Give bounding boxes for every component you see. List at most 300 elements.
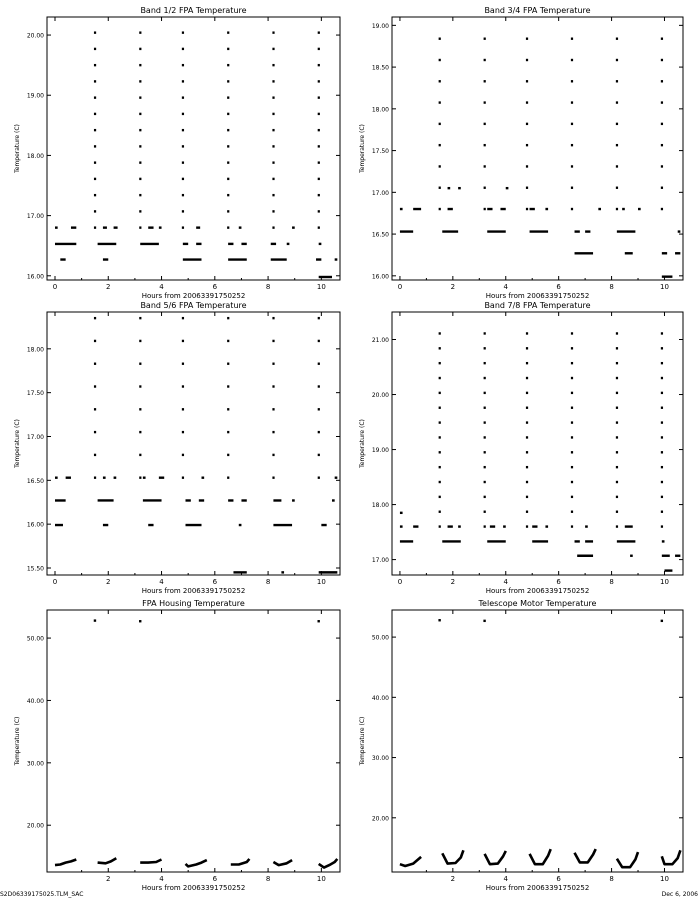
x-tick-label: 2 — [106, 283, 111, 291]
data-point — [182, 31, 184, 33]
data-point — [318, 113, 320, 115]
data-point — [318, 145, 320, 147]
data-point — [272, 96, 274, 98]
data-point — [182, 80, 184, 82]
data-point — [484, 59, 486, 61]
data-point — [484, 525, 486, 527]
data-point — [139, 340, 141, 342]
chart-title: Band 3/4 FPA Temperature — [484, 6, 591, 15]
data-point — [272, 226, 274, 228]
data-point — [571, 421, 573, 423]
data-point — [484, 347, 486, 349]
data-point — [318, 64, 320, 66]
data-point — [439, 392, 441, 394]
data-point — [571, 59, 573, 61]
y-tick-label: 50.00 — [26, 635, 44, 643]
data-point — [272, 145, 274, 147]
data-point — [139, 408, 141, 410]
chart-title: Band 5/6 FPA Temperature — [140, 301, 247, 310]
data-point — [571, 80, 573, 82]
x-axis-label: Hours from 20063391750252 — [485, 587, 590, 595]
data-point — [438, 619, 440, 621]
x-tick-label: 0 — [397, 283, 403, 291]
data-point — [616, 208, 618, 210]
y-axis-label: Temperature (C) — [359, 419, 366, 468]
data-point — [182, 113, 184, 115]
data-point — [318, 129, 320, 131]
data-point — [484, 466, 486, 468]
data-point — [139, 80, 141, 82]
data-point — [94, 129, 96, 131]
data-point — [484, 451, 486, 453]
data-point — [139, 454, 141, 456]
data-point — [616, 332, 618, 334]
data-point — [182, 385, 184, 387]
data-point — [661, 436, 663, 438]
data-point — [139, 317, 141, 319]
y-tick-label: 17.00 — [371, 557, 389, 565]
data-series-line — [231, 859, 250, 865]
data-point — [526, 377, 528, 379]
data-point — [227, 454, 229, 456]
data-point — [661, 101, 663, 103]
data-point — [571, 481, 573, 483]
y-tick-label: 18.50 — [371, 64, 389, 72]
data-point — [139, 476, 141, 478]
data-point — [227, 145, 229, 147]
x-tick-label: 8 — [609, 875, 614, 883]
x-tick-label: 8 — [609, 578, 614, 586]
data-point — [272, 408, 274, 410]
chart-panel-5 — [14, 599, 340, 892]
data-series-line — [530, 849, 551, 864]
data-point — [571, 436, 573, 438]
data-point — [318, 96, 320, 98]
chart-panel-2 — [359, 6, 683, 300]
y-tick-label: 17.00 — [26, 213, 44, 221]
data-point — [526, 451, 528, 453]
data-point — [571, 451, 573, 453]
data-point — [182, 431, 184, 433]
x-tick-label: 0 — [52, 283, 58, 291]
data-point — [661, 407, 663, 409]
x-tick-label: 2 — [450, 283, 456, 291]
data-point — [571, 466, 573, 468]
data-point — [94, 408, 96, 410]
plot-frame — [392, 17, 683, 280]
data-point — [94, 619, 96, 621]
y-tick-label: 17.50 — [371, 148, 389, 156]
data-point — [661, 481, 663, 483]
data-point — [227, 96, 229, 98]
data-point — [318, 178, 320, 180]
y-tick-label: 40.00 — [371, 694, 389, 702]
data-point — [484, 101, 486, 103]
data-point — [139, 48, 141, 50]
data-series-line — [662, 850, 681, 864]
x-axis-label: Hours from 20063391750252 — [141, 587, 246, 595]
data-point — [94, 31, 96, 33]
data-point — [526, 511, 528, 513]
data-point — [139, 210, 141, 212]
data-point — [439, 101, 441, 103]
data-point — [272, 454, 274, 456]
data-point — [484, 208, 486, 210]
chart-panel-4 — [359, 301, 683, 595]
data-point — [661, 421, 663, 423]
data-point — [661, 525, 663, 527]
data-point — [484, 421, 486, 423]
data-point — [616, 377, 618, 379]
data-point — [94, 340, 96, 342]
data-point — [94, 476, 96, 478]
x-tick-label: 2 — [450, 578, 456, 586]
data-point — [139, 161, 141, 163]
data-point — [227, 129, 229, 131]
data-point — [94, 96, 96, 98]
data-point — [484, 496, 486, 498]
data-point — [616, 436, 618, 438]
data-point — [272, 113, 274, 115]
data-point — [439, 451, 441, 453]
data-point — [94, 226, 96, 228]
plot-frame — [392, 610, 683, 872]
data-point — [94, 210, 96, 212]
data-point — [484, 144, 486, 146]
data-point — [94, 48, 96, 50]
data-point — [526, 38, 528, 40]
data-point — [227, 113, 229, 115]
x-axis-label: Hours from 20063391750252 — [485, 292, 590, 300]
data-point — [439, 208, 441, 210]
data-point — [94, 363, 96, 365]
y-tick-label: 30.00 — [26, 760, 44, 768]
data-series-line — [140, 860, 161, 863]
data-point — [318, 454, 320, 456]
data-point — [616, 392, 618, 394]
data-point — [439, 407, 441, 409]
data-point — [182, 96, 184, 98]
data-point — [616, 165, 618, 167]
data-point — [526, 123, 528, 125]
data-series-line — [319, 859, 338, 868]
x-tick-label: 2 — [106, 578, 111, 586]
data-point — [484, 332, 486, 334]
data-point — [526, 466, 528, 468]
data-point — [616, 451, 618, 453]
x-tick-label: 10 — [660, 875, 669, 883]
y-axis-label: Temperature (C) — [359, 716, 366, 766]
data-point — [616, 123, 618, 125]
data-point — [484, 436, 486, 438]
data-point — [94, 194, 96, 196]
data-point — [484, 165, 486, 167]
data-series-line — [98, 858, 117, 863]
data-point — [139, 194, 141, 196]
data-series-line — [575, 849, 596, 862]
plot-frame — [47, 17, 340, 280]
data-point — [661, 392, 663, 394]
data-point — [227, 340, 229, 342]
data-point — [139, 431, 141, 433]
data-point — [94, 317, 96, 319]
y-tick-label: 16.00 — [26, 521, 44, 529]
x-tick-label: 10 — [660, 578, 669, 586]
data-point — [661, 620, 663, 622]
data-point — [616, 144, 618, 146]
y-axis-label: Temperature (C) — [14, 419, 21, 468]
data-point — [616, 80, 618, 82]
data-point — [272, 363, 274, 365]
y-tick-label: 21.00 — [371, 337, 389, 345]
chart-title: Band 7/8 FPA Temperature — [484, 301, 591, 310]
y-tick-label: 16.50 — [26, 477, 44, 485]
data-series-line — [273, 860, 292, 865]
data-point — [484, 407, 486, 409]
data-point — [318, 48, 320, 50]
data-point — [439, 525, 441, 527]
chart-title: Telescope Motor Temperature — [478, 599, 597, 608]
data-point — [227, 178, 229, 180]
data-point — [439, 59, 441, 61]
chart-title: FPA Housing Temperature — [142, 599, 245, 608]
y-tick-label: 16.00 — [371, 273, 389, 281]
data-point — [227, 317, 229, 319]
data-point — [227, 64, 229, 66]
data-point — [318, 210, 320, 212]
data-point — [484, 377, 486, 379]
y-tick-label: 30.00 — [371, 755, 389, 763]
x-tick-label: 2 — [450, 875, 456, 883]
y-tick-label: 40.00 — [26, 697, 44, 705]
data-series-line — [186, 860, 207, 866]
data-point — [526, 208, 528, 210]
data-point — [94, 161, 96, 163]
chart-panel-3 — [14, 301, 340, 595]
data-point — [616, 466, 618, 468]
data-point — [227, 210, 229, 212]
data-point — [318, 317, 320, 319]
x-tick-label: 4 — [503, 875, 508, 883]
data-point — [616, 59, 618, 61]
plot-frame — [392, 312, 683, 575]
data-point — [616, 362, 618, 364]
data-point — [571, 123, 573, 125]
data-point — [661, 80, 663, 82]
data-point — [526, 165, 528, 167]
x-tick-label: 4 — [159, 875, 164, 883]
data-point — [571, 347, 573, 349]
x-tick-label: 6 — [212, 875, 218, 883]
data-point — [139, 178, 141, 180]
data-point — [571, 38, 573, 40]
data-point — [616, 421, 618, 423]
data-point — [439, 80, 441, 82]
data-point — [571, 362, 573, 364]
data-point — [318, 431, 320, 433]
data-point — [616, 187, 618, 189]
data-point — [227, 80, 229, 82]
data-point — [526, 347, 528, 349]
data-point — [182, 317, 184, 319]
data-point — [526, 332, 528, 334]
data-point — [139, 385, 141, 387]
data-point — [571, 407, 573, 409]
data-point — [571, 332, 573, 334]
data-point — [571, 392, 573, 394]
data-point — [318, 385, 320, 387]
data-point — [318, 80, 320, 82]
x-axis-label: Hours from 20063391750252 — [141, 292, 246, 300]
x-axis-label: Hours from 20063391750252 — [141, 884, 246, 892]
data-series-line — [617, 852, 638, 867]
data-point — [661, 59, 663, 61]
data-point — [661, 362, 663, 364]
x-tick-label: 6 — [556, 578, 561, 586]
data-point — [571, 511, 573, 513]
data-point — [139, 129, 141, 131]
data-point — [484, 123, 486, 125]
data-point — [94, 385, 96, 387]
plot-frame — [47, 312, 340, 575]
data-point — [526, 421, 528, 423]
data-point — [182, 340, 184, 342]
data-point — [439, 332, 441, 334]
data-point — [571, 525, 573, 527]
x-tick-label: 4 — [159, 283, 164, 291]
data-point — [571, 101, 573, 103]
x-tick-label: 10 — [316, 875, 326, 883]
data-point — [571, 187, 573, 189]
data-point — [272, 476, 274, 478]
data-point — [182, 210, 184, 212]
x-tick-label: 8 — [609, 283, 614, 291]
data-point — [526, 362, 528, 364]
data-point — [439, 123, 441, 125]
data-series-line — [442, 850, 463, 863]
data-point — [94, 178, 96, 180]
data-point — [483, 620, 485, 622]
data-point — [661, 496, 663, 498]
data-point — [318, 340, 320, 342]
y-tick-label: 17.00 — [26, 433, 44, 441]
y-axis-label: Temperature (C) — [359, 124, 366, 173]
data-point — [182, 408, 184, 410]
data-point — [272, 431, 274, 433]
data-point — [526, 144, 528, 146]
data-point — [571, 165, 573, 167]
data-point — [227, 476, 229, 478]
data-point — [484, 80, 486, 82]
data-point — [139, 96, 141, 98]
data-point — [139, 620, 141, 622]
y-axis-label: Temperature (C) — [14, 124, 21, 173]
data-point — [439, 421, 441, 423]
x-tick-label: 0 — [397, 578, 403, 586]
data-point — [94, 113, 96, 115]
data-point — [94, 80, 96, 82]
data-point — [484, 392, 486, 394]
data-point — [661, 511, 663, 513]
data-point — [661, 451, 663, 453]
data-point — [661, 38, 663, 40]
data-point — [182, 476, 184, 478]
data-point — [439, 481, 441, 483]
y-tick-label: 20.00 — [371, 815, 389, 823]
data-point — [484, 38, 486, 40]
x-tick-label: 10 — [660, 283, 669, 291]
x-tick-label: 10 — [316, 283, 326, 291]
data-point — [272, 31, 274, 33]
footer-filename: S2D06339175025.TLM_SAC — [0, 891, 84, 898]
data-point — [439, 511, 441, 513]
data-point — [439, 496, 441, 498]
x-tick-label: 8 — [265, 578, 271, 586]
y-tick-label: 19.00 — [371, 447, 389, 455]
data-point — [439, 377, 441, 379]
chart-panel-6 — [359, 599, 683, 892]
data-point — [661, 123, 663, 125]
data-point — [571, 496, 573, 498]
y-tick-label: 17.50 — [26, 390, 44, 398]
x-tick-label: 6 — [212, 578, 218, 586]
data-point — [616, 347, 618, 349]
data-point — [318, 194, 320, 196]
data-point — [484, 511, 486, 513]
data-point — [227, 31, 229, 33]
data-point — [661, 144, 663, 146]
data-point — [484, 481, 486, 483]
data-point — [182, 194, 184, 196]
x-tick-label: 8 — [265, 283, 271, 291]
y-tick-label: 19.00 — [26, 92, 44, 100]
data-point — [272, 129, 274, 131]
x-tick-label: 6 — [212, 283, 218, 291]
data-point — [182, 161, 184, 163]
data-point — [616, 525, 618, 527]
data-point — [227, 408, 229, 410]
y-tick-label: 17.00 — [371, 189, 389, 197]
data-point — [439, 362, 441, 364]
data-point — [182, 129, 184, 131]
data-point — [139, 145, 141, 147]
data-series-line — [400, 857, 421, 866]
x-axis-label: Hours from 20063391750252 — [485, 884, 590, 892]
data-point — [439, 165, 441, 167]
data-point — [616, 38, 618, 40]
data-point — [616, 496, 618, 498]
data-point — [182, 363, 184, 365]
data-point — [318, 408, 320, 410]
data-point — [227, 48, 229, 50]
data-point — [182, 145, 184, 147]
data-point — [484, 362, 486, 364]
y-tick-label: 20.00 — [371, 392, 389, 400]
data-point — [94, 145, 96, 147]
data-point — [139, 64, 141, 66]
data-point — [139, 226, 141, 228]
y-tick-label: 16.00 — [26, 273, 44, 281]
data-point — [571, 208, 573, 210]
y-tick-label: 16.50 — [371, 231, 389, 239]
y-tick-label: 20.00 — [26, 822, 44, 830]
x-tick-label: 10 — [316, 578, 326, 586]
data-point — [272, 64, 274, 66]
x-tick-label: 6 — [556, 283, 561, 291]
data-point — [182, 64, 184, 66]
x-tick-label: 4 — [159, 578, 164, 586]
data-point — [526, 59, 528, 61]
